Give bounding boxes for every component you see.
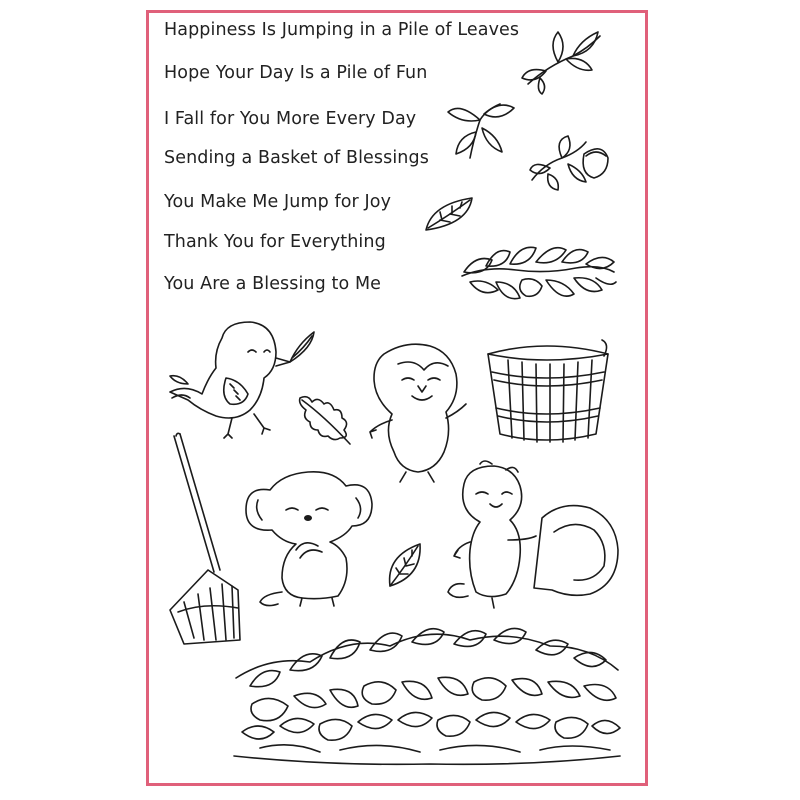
single-leaf-icon: [422, 194, 478, 234]
leaf-border-small-icon: [456, 236, 620, 314]
oak-leaf-icon: [294, 392, 354, 446]
sentiment-7: You Are a Blessing to Me: [164, 274, 382, 294]
bushel-basket-icon: [484, 338, 612, 448]
small-leaf-icon: [384, 540, 424, 590]
sentiment-5: You Make Me Jump for Joy: [164, 192, 392, 212]
leaf-pile-large-icon: [230, 616, 624, 774]
sentiment-6: Thank You for Everything: [164, 232, 386, 252]
leaf-sprig-middle-icon: [440, 98, 520, 164]
sentiment-1: Happiness Is Jumping in a Pile of Leaves: [164, 20, 520, 40]
leaves-and-acorn-icon: [528, 134, 612, 192]
sentiment-2: Hope Your Day Is a Pile of Fun: [164, 63, 428, 83]
sentiment-3: I Fall for You More Every Day: [164, 109, 417, 129]
leaf-sprig-top-icon: [518, 26, 608, 96]
mouse-icon: [242, 460, 376, 612]
sentiment-4: Sending a Basket of Blessings: [164, 148, 429, 168]
squirrel-icon: [444, 460, 622, 612]
